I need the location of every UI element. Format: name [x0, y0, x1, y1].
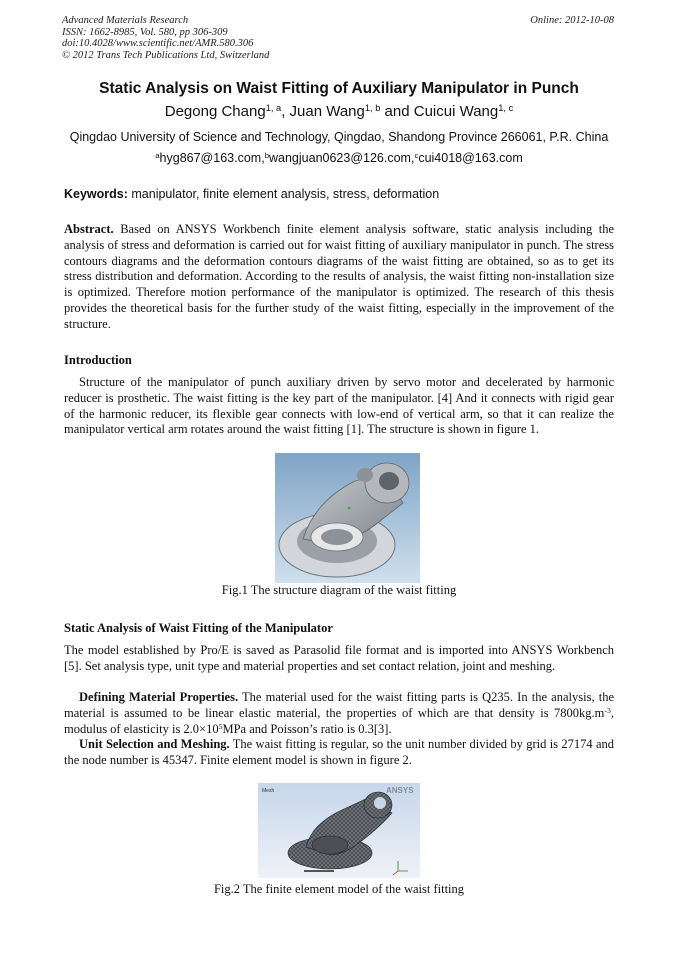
material-properties-paragraph — [64, 690, 614, 737]
email-list — [0, 151, 678, 165]
abstract-label: Abstract. — [64, 222, 114, 236]
modulus-exponent: 5 — [218, 721, 223, 731]
figure-2-label: Mesh — [262, 788, 275, 794]
doi-line: doi:10.4028/www.scientific.net/AMR.580.306 — [62, 38, 254, 49]
author-name: Juan Wang — [289, 103, 365, 120]
abstract — [64, 222, 614, 333]
keywords-text: manipulator, finite element analysis, stress, deformation — [131, 187, 440, 201]
author-affil-mark: 1, b — [364, 102, 381, 113]
keywords-label: Keywords: — [64, 187, 128, 201]
density-exponent: -3 — [604, 705, 611, 715]
meshing-text: The waist fitting is regular, so the unit number divided by grid is 27174 and the node number is 45347. Finite element model is shown in figure 2. — [64, 737, 615, 767]
journal-header — [62, 15, 269, 61]
meshing-paragraph — [64, 737, 614, 769]
author-separator: and — [380, 103, 414, 120]
email-link[interactable]: cui4018@163.com — [418, 151, 523, 165]
material-properties-label: Defining Material Properties. — [79, 690, 239, 704]
email-mark: a — [155, 150, 160, 160]
issn-line: ISSN: 1662-8985, Vol. 580, pp 306-309 — [62, 26, 228, 38]
meshing-label: Unit Selection and Meshing. — [79, 737, 230, 751]
copyright-line: © 2012 Trans Tech Publications Ltd, Switzerland — [62, 49, 270, 61]
figure-2-caption: Fig.2 The finite element model of the waist fitting — [213, 882, 465, 896]
material-properties-text-a: The material used for the waist fitting parts is Q235. In the analysis, the material is assumed to be linear elastic material, the properties of which are that density is 7800kg.m — [64, 690, 614, 720]
email-separator: , — [261, 151, 265, 165]
paper-title: Static Analysis on Waist Fitting of Auxiliary Manipulator in Punch — [99, 80, 579, 97]
author-separator: , — [281, 103, 290, 120]
journal-name: Advanced Materials Research — [62, 15, 189, 26]
email-mark: b — [264, 150, 269, 160]
figure-1-caption: Fig.1 The structure diagram of the waist fitting — [221, 583, 457, 597]
keywords — [64, 187, 439, 201]
email-link[interactable]: hyg867@163.com — [159, 151, 262, 165]
figure-2-image — [258, 783, 420, 883]
online-date: Online: 2012-10-08 — [530, 15, 614, 26]
author-name: Cuicui Wang — [413, 103, 499, 120]
abstract-text: Based on ANSYS Workbench finite element analysis software, static analysis including the analysis of stress and deformation is carried out for waist fitting of auxiliary manipulator in punch. The stress contours diagrams and the deformation contours diagrams of the waist fitting are obtained, so as to get its stress distribution and deformation. According to the results of analysis, the waist fitting non-installation size is optimized. Therefore motion performance of the manipulator is optimized. The research of this thesis provides the theoretical basis for the further study of the waist fitting, especially in the improvement of the structure. — [64, 222, 615, 331]
introduction-heading: Introduction — [64, 353, 132, 367]
material-properties-text-c: MPa and Poisson’s ratio is 0.3[3]. — [222, 721, 392, 736]
affiliation: Qingdao University of Science and Technology, Qingdao, Shandong Province 266061, P.R. China — [69, 130, 609, 144]
author-affil-mark: 1, a — [265, 102, 282, 113]
author-affil-mark: 1, c — [498, 102, 514, 113]
material-properties-text-b: , modulus of elasticity is 2.0×10 — [64, 705, 614, 736]
email-separator: , — [410, 151, 415, 165]
author-name: Degong Chang — [164, 103, 266, 120]
figure-1-image — [275, 453, 420, 588]
static-analysis-p1: The model established by Pro/E is saved as Parasolid file format and is imported into ANSYS Workbench [5]. Set analysis type, unit type and material properties and set contact relation, joint and meshing. — [64, 643, 614, 673]
email-link[interactable]: wangjuan0623@126.com — [269, 151, 411, 165]
ansys-logo: ANSYS — [386, 786, 414, 795]
author-list — [0, 103, 678, 120]
introduction-text: Structure of the manipulator of punch auxiliary driven by servo motor and decelerated by harmonic reducer is prosthetic. The waist fitting is the key part of the manipulator. [4] And it connects with rigid gear of the harmonic reducer, its flexible gear connects with low-end of vertical arm, so that it can realize the manipulator vertical arm rotates around the waist fitting [1]. The structure is shown in figure 1. — [64, 375, 614, 437]
email-mark: c — [414, 150, 419, 160]
static-analysis-heading: Static Analysis of Waist Fitting of the Manipulator — [64, 621, 333, 635]
